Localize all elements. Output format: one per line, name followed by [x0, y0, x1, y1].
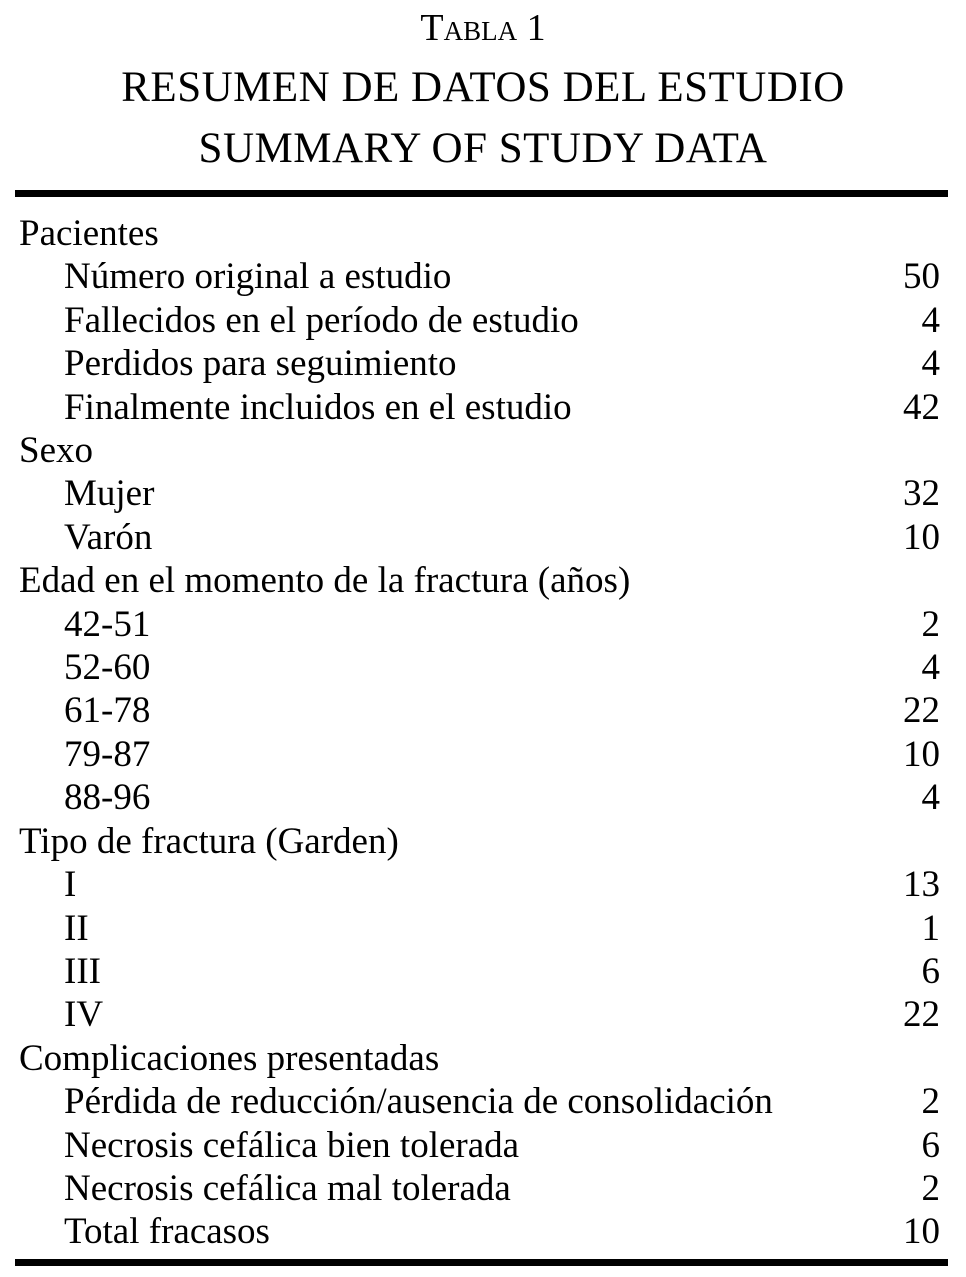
table-body — [15, 212, 948, 1254]
row-label: Tipo de fractura (Garden) — [19, 820, 399, 862]
row-label: Mujer — [64, 473, 155, 515]
row-label: Número original a estudio — [64, 256, 452, 298]
table-section-row — [15, 559, 948, 602]
table-header — [0, 5, 966, 173]
row-label: Pacientes — [19, 213, 159, 254]
top-rule — [15, 190, 948, 197]
row-label: 61-78 — [64, 690, 151, 732]
row-label: Necrosis cefálica mal tolerada — [64, 1167, 511, 1209]
row-label: I — [64, 864, 77, 906]
row-value: 32 — [903, 473, 940, 515]
table-row — [15, 342, 948, 385]
row-value: 4 — [921, 343, 940, 385]
row-label: Edad en el momento de la fractura (años) — [19, 560, 631, 602]
table-title-english: SUMMARY OF STUDY DATA — [198, 125, 768, 172]
table-row — [15, 386, 948, 429]
table-section-row — [15, 820, 948, 863]
table-caption: Tabla 1 — [420, 7, 546, 49]
row-value: 4 — [921, 777, 940, 819]
table-row — [15, 1167, 948, 1210]
row-label: Sexo — [19, 430, 93, 472]
bottom-rule — [15, 1259, 948, 1266]
row-value: 22 — [903, 690, 940, 732]
table-row — [15, 733, 948, 776]
row-label: IV — [64, 994, 104, 1036]
row-value: 2 — [921, 603, 940, 645]
row-value: 13 — [903, 864, 940, 906]
row-value: 4 — [921, 299, 940, 341]
row-value: 2 — [921, 1167, 940, 1209]
table-section-row — [15, 429, 948, 472]
row-label: Total fracasos — [64, 1211, 270, 1253]
row-label: 42-51 — [64, 603, 151, 645]
row-value: 10 — [903, 1211, 940, 1253]
table-row — [15, 1210, 948, 1253]
table-row — [15, 646, 948, 689]
row-label: II — [64, 907, 89, 949]
row-value: 10 — [903, 733, 940, 775]
table-row — [15, 1080, 948, 1123]
table-row — [15, 907, 948, 950]
row-label: Complicaciones presentadas — [19, 1037, 440, 1079]
row-value: 4 — [921, 647, 940, 689]
row-label: Finalmente incluidos en el estudio — [64, 386, 572, 428]
row-value: 6 — [921, 1124, 940, 1166]
table-row — [15, 993, 948, 1036]
table-section-row — [15, 1037, 948, 1080]
row-label: Varón — [64, 516, 153, 558]
row-label: Perdidos para seguimiento — [64, 343, 457, 385]
table-row — [15, 255, 948, 298]
row-value: 42 — [903, 386, 940, 428]
row-label: Fallecidos en el período de estudio — [64, 299, 579, 341]
row-value: 6 — [921, 950, 940, 992]
table-row — [15, 516, 948, 559]
table-section-row — [15, 212, 948, 255]
table-row — [15, 1124, 948, 1167]
row-label: Pérdida de reducción/ausencia de consolidación — [64, 1081, 773, 1123]
row-value: 1 — [921, 907, 940, 949]
table-title-spanish: RESUMEN DE DATOS DEL ESTUDIO — [121, 64, 845, 111]
table-row — [15, 950, 948, 993]
row-value: 10 — [903, 516, 940, 558]
row-value: 2 — [921, 1081, 940, 1123]
row-value: 50 — [903, 256, 940, 298]
table-row — [15, 603, 948, 646]
row-label: 52-60 — [64, 647, 151, 689]
table-row — [15, 776, 948, 819]
table-row — [15, 299, 948, 342]
row-label: 79-87 — [64, 733, 151, 775]
row-label: III — [64, 950, 101, 992]
table-row — [15, 472, 948, 515]
row-label: Necrosis cefálica bien tolerada — [64, 1124, 520, 1166]
table-row — [15, 689, 948, 732]
table-row — [15, 863, 948, 906]
row-label: 88-96 — [64, 777, 151, 819]
row-value: 22 — [903, 994, 940, 1036]
